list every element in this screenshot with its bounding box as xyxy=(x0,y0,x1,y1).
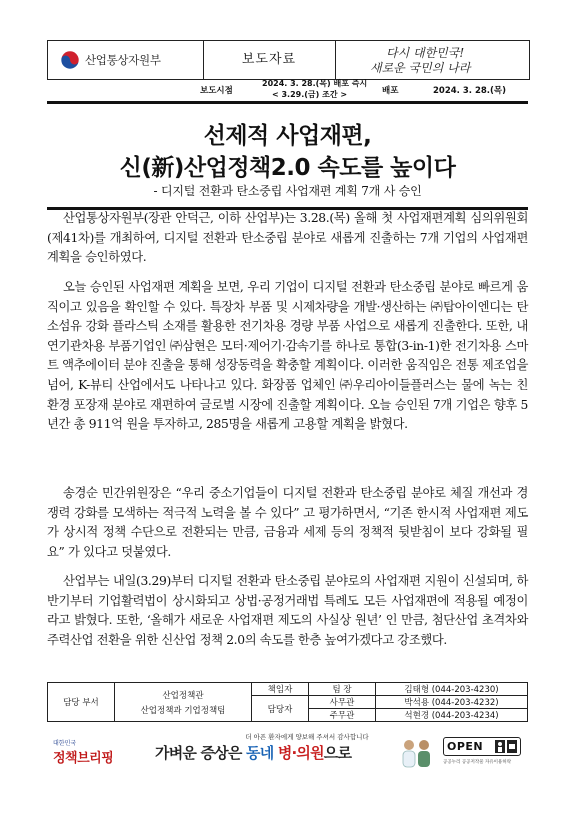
campaign-slogan: 가벼운 증상은 동네 병·의원으로 xyxy=(155,744,352,762)
title-block xyxy=(47,101,528,210)
paragraph-3: 송경순 민간위원장은 “우리 중소기업들이 디지털 전환과 탄소중립 분야로 체질 개선과 경쟁력 강화를 모색하는 적극적 노력을 볼 수 있다” 고 평가하면서, “기존 한시적 사업재편 제도가 상시적 정책 수단으로 전환되는 만큼, 금융과 세제 등의 정책적 뒷받침이 보다 강화될 필요” 가 있다고 덧붙였다. xyxy=(47,486,528,559)
slogan-line2: 새로운 국민의 나라 xyxy=(370,61,471,75)
slogan-calligraphy xyxy=(348,44,523,76)
responsible-label: 책임자 xyxy=(252,683,309,696)
footer xyxy=(47,732,528,772)
header-divider xyxy=(335,41,336,79)
paragraph-1: 산업통상자원부(장관 안덕근, 이하 산업부)는 3.28.(목) 올해 첫 사업재편계획 심의위원회(제41차)를 개최하여, 디지털 전환과 탄소중립 분야로 새롭게 진출하는 7개 기업의 사업재편계획을 승인하였다. xyxy=(47,211,528,265)
document-type: 보도자료 xyxy=(241,52,297,67)
medical-staff-icon xyxy=(399,738,435,768)
release-date-sub: < 3.29.(금) 조간 > xyxy=(272,90,348,99)
contact-table xyxy=(47,682,528,722)
paragraph-4: 산업부는 내일(3.29)부터 디지털 전환과 탄소중립 분야로의 사업재편 지원이 신설되며, 하반기부터 기업활력법이 상시화되고 상법·공정거래법 특례도 모든 사업재편에 적용될 예정이라고 밝혔다. 또한, ‘올해가 새로운 사업재편 제도의 사실상 원년’ 인 만큼, 첨단산업 초격차와 주력산업 전환을 위한 신산업 정책 2.0의 속도를 한층 높여가겠다고 강조했다. xyxy=(47,574,528,647)
contact-person: 김태형 (044-203-4230) xyxy=(376,683,528,696)
contact-person: 석현경 (044-203-4234) xyxy=(376,709,528,722)
headline-line2: 신(新)산업정책2.0 속도를 높이다 xyxy=(119,155,456,181)
headline-line1: 선제적 사업재편, xyxy=(203,123,372,149)
taegeuk-icon xyxy=(60,50,80,70)
contact-role: 사무관 xyxy=(309,696,376,709)
open-license-badge xyxy=(443,737,521,756)
contact-role: 주무관 xyxy=(309,709,376,722)
slogan-line1: 다시 대한민국! xyxy=(386,46,465,60)
contact-person: 박석용 (044-203-4232) xyxy=(376,696,528,709)
release-date: 2024. 3. 28.(목) 배포 즉시 xyxy=(262,79,368,88)
header-box xyxy=(47,40,530,80)
ministry-name: 산업통상자원부 xyxy=(85,53,161,67)
dept-names: 산업정책관 산업정책과 기업정책팀 xyxy=(115,683,252,722)
release-time-label: 보도시점 xyxy=(200,86,233,96)
distribution-label: 배포 xyxy=(382,86,399,96)
subheadline: - 디지털 전환과 탄소중립 사업재편 계획 7개 사 승인 xyxy=(153,184,422,198)
ministry-logo xyxy=(60,50,161,70)
campaign-caption: 더 아픈 환자에게 양보해 주셔서 감사합니다 xyxy=(245,733,369,741)
dept-label: 담당 부서 xyxy=(48,683,115,722)
paragraph-2: 오늘 승인된 사업재편 계획을 보면, 우리 기업이 디지털 전환과 탄소중립 분야로 빠르게 움직이고 있음을 확인할 수 있다. 특장차 부품 및 시제차량을 개발·생산하는 ㈜탑아이엔디는 탄소섬유 강화 플라스틱 소재를 활용한 전기차용 경량 부품 사업으로 새롭게 진출한다. 또한, 내연기관차용 부품기업인 ㈜삼현은 모터·제어기·감속기를 하나로 통합(3-in-1)한 전기차용 스마트 액추에이터 분야 진출을 통해 성장동력을 확충할 계획이다. 이러한 움직임은 전통 제조업을 넘어, K-뷰티 산업에서도 나타나고 있다. 화장품 업체인 ㈜우리아이들플러스는 물에 녹는 친환경 포장재 분야로 재편하여 글로벌 시장에 진출할 계획이다. 오늘 승인된 7개 기업은 향후 5년간 총 911억 원을 투자하고, 285명을 새롭게 고용할 계획을 밝혔다. xyxy=(47,280,528,432)
cc-license-icon xyxy=(495,740,517,753)
policy-briefing-logo: 대한민국 정책브리핑 xyxy=(53,740,114,766)
open-license-text: OPEN xyxy=(447,740,484,753)
handler-label: 담당자 xyxy=(252,696,309,722)
contact-role: 팀 장 xyxy=(309,683,376,696)
open-license-caption: 공공누리 공공저작물 자유이용허락 xyxy=(443,760,512,765)
distribution-date: 2024. 3. 28.(목) xyxy=(433,86,506,96)
